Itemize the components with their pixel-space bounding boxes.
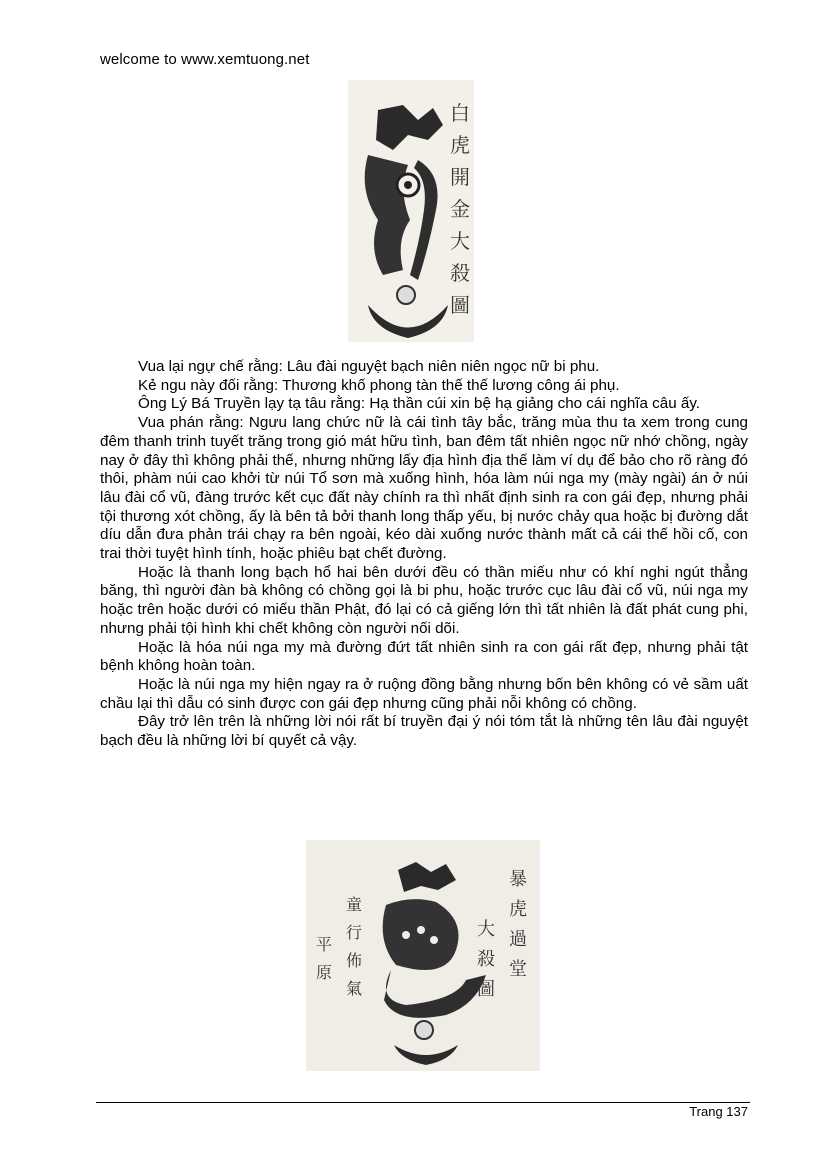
- figure2-caption-char-5: 大: [477, 919, 495, 940]
- figure2-caption-char-7: 圖: [477, 979, 495, 1000]
- figure2-caption-char-4: 堂: [509, 959, 527, 980]
- paragraph: Vua phán rằng: Ngưu lang chức nữ là cái tình tây bắc, trăng mùa thu ta xem trong cung đêm thanh trinh tuyết trăng trong gió mát hữu tình, ban đêm tất nhiên ngọc nữ nhớ chồng, ngày nay ở đây thì không phải thế, nhưng những lấy địa hình địa thế làm ví dụ để bảo cho rõ ràng đó thôi, phàm núi cao khởi từ núi Tổ sơn mà xuống hình, hóa làm núi nga my (mày ngài) án ở núi lâu đài cổ vũ, đàng trước kết cục đất này chính ra thì nhất định sinh ra con gái đẹp, nhưng phải tội thương xót chồng, ấy là bên tả bởi thanh long thấp yếu, bị nước chảy qua hoặc bị đường dắt díu dẫn đưa phản trái chạy ra bên ngoài, kéo dài xuống nước thành mất cả cái thế hồi cố, con trai thời tuyệt hình tính, hoặc phiêu bạt chết đường.: [100, 414, 748, 563]
- paragraph: Vua lại ngự chế rằng: Lâu đài nguyệt bạch niên niên ngọc nữ bi phu.: [138, 358, 600, 375]
- paragraph: Hoặc là hóa núi nga my mà đường đứt tất nhiên sinh ra con gái rất đẹp, nhưng phải tật bệnh không hoàn toàn.: [100, 638, 748, 675]
- figure2-side-char-1: 童: [345, 895, 363, 914]
- paragraph: Đây trở lên trên là những lời nói rất bí truyền đại ý nói tóm tắt là những tên lâu đài nguyệt bạch đều là những lời bí quyết cả vậy.: [100, 713, 748, 750]
- figure2-caption-char-2: 虎: [509, 899, 527, 920]
- figure1-caption-char-3: 開: [450, 165, 470, 189]
- site-header: welcome to www.xemtuong.net: [100, 51, 310, 68]
- figure2-side-char-4: 氣: [345, 979, 363, 998]
- footer-divider: [96, 1102, 750, 1103]
- figure2-side-char-3: 佈: [345, 951, 363, 970]
- figure2-caption-char-3: 過: [509, 929, 527, 950]
- paragraph: Kẻ ngu này đối rằng: Thương khố phong tàn thế thế lương công ái phụ.: [138, 376, 620, 394]
- figure1-caption-char-5: 大: [450, 229, 470, 253]
- figure2-caption-char-6: 殺: [477, 949, 495, 970]
- figure1-caption-char-6: 殺: [450, 261, 470, 285]
- white-tiger-diagram-image: [348, 80, 474, 342]
- figure2-side-char-2: 行: [345, 923, 363, 942]
- paragraph: Ông Lý Bá Truyền lạy tạ tâu rằng: Hạ thần cúi xin bệ hạ giảng cho cái nghĩa câu ấy.: [138, 395, 701, 413]
- paragraph: Hoặc là thanh long bạch hổ hai bên dưới đều có thần miếu như có khí nghi ngút thẳng băng, thì người đàn bà không có chồng gọi là bi phu, hoặc trước cục lâu đài cổ vũ, núi nga my hoặc trên hoặc dưới có miếu thần Phật, đó lại có cả giếng lớn thì tất nhiên là đất phát cung phi, nhưng phải tội hình khi chết không còn người nối dõi.: [100, 563, 748, 637]
- page-number: Trang 137: [689, 1104, 748, 1119]
- body-text: [100, 358, 748, 751]
- figure2-side2-char-2: 原: [315, 963, 333, 982]
- figure2-caption-char-1: 暴: [509, 869, 527, 890]
- figure1-caption-char-4: 金: [450, 197, 470, 221]
- figure1-caption-char-7: 圖: [450, 293, 470, 317]
- figure1-caption-char-1: 白: [450, 101, 470, 125]
- figure1-caption-char-2: 虎: [450, 133, 470, 157]
- figure2-side2-char-1: 平: [315, 935, 333, 954]
- paragraph: Hoặc là núi nga my hiện ngay ra ở ruộng đồng bằng nhưng bốn bên không có vẻ sầm uất chầu lại thì dẫu có sinh được con gái đẹp nhưng cũng phải nỗi không có chồng.: [100, 675, 748, 712]
- fierce-tiger-diagram-image: [306, 840, 540, 1071]
